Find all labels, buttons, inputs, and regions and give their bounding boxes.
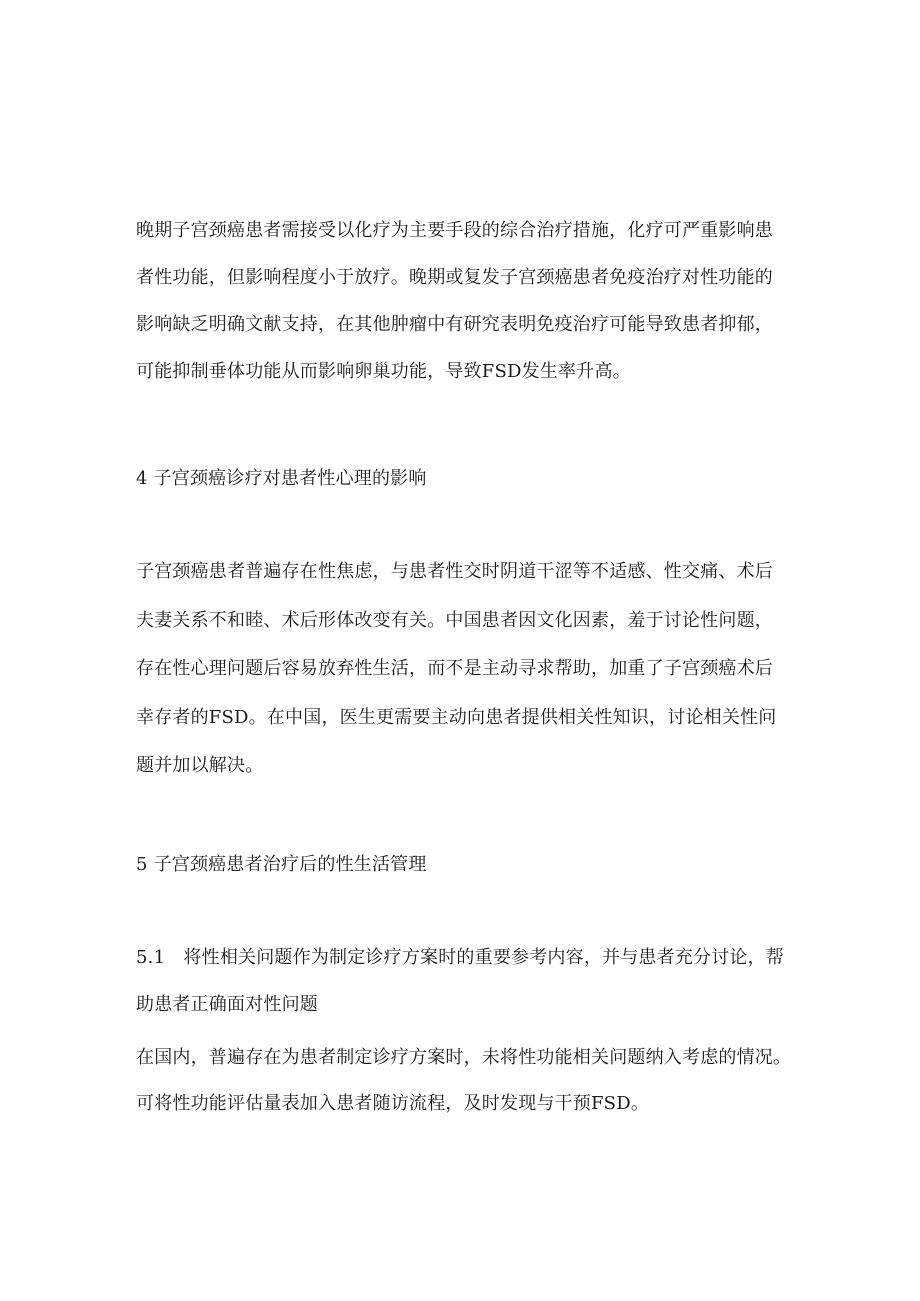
paragraph-line: 可能抑制垂体功能从而影响卵巢功能，导致FSD发生率升高。 bbox=[136, 361, 631, 382]
paragraph-line: 在国内，普遍存在为患者制定诊疗方案时，未将性功能相关问题纳入考虑的情况。 bbox=[136, 1047, 792, 1068]
section-title: 4 子宫颈癌诊疗对患者性心理的影响 bbox=[136, 468, 427, 489]
paragraph-line: 可将性功能评估量表加入患者随访流程，及时发现与干预FSD。 bbox=[136, 1093, 650, 1114]
subsection-title-line: 5.1 将性相关问题作为制定诊疗方案时的重要参考内容，并与患者充分讨论，帮 bbox=[136, 947, 785, 968]
paragraph-line: 夫妻关系不和睦、术后形体改变有关。中国患者因文化因素，羞于讨论性问题， bbox=[136, 609, 773, 631]
paragraph-line: 影响缺乏明确文献支持，在其他肿瘤中有研究表明免疫治疗可能导致患者抑郁， bbox=[136, 314, 773, 335]
section-title: 5 子宫颈癌患者治疗后的性生活管理 bbox=[136, 854, 427, 875]
paragraph-line: 子宫颈癌患者普遍存在性焦虑，与患者性交时阴道干涩等不适感、性交痛、术后 bbox=[136, 561, 773, 582]
section-heading-4 bbox=[136, 467, 806, 491]
paragraph-line: 晚期子宫颈癌患者需接受以化疗为主要手段的综合治疗措施，化疗可严重影响患 bbox=[136, 220, 773, 241]
paragraph-assessment-followup bbox=[136, 1046, 806, 1138]
paragraph-sexual-psychology bbox=[136, 560, 806, 803]
paragraph-line: 题并加以解决。 bbox=[136, 755, 264, 776]
paragraph-line: 幸存者的FSD。在中国，医生更需要主动向患者提供相关性知识，讨论相关性问 bbox=[136, 706, 777, 728]
paragraph-line: 者性功能，但影响程度小于放疗。晚期或复发子宫颈癌患者免疫治疗对性功能的 bbox=[136, 267, 773, 288]
paragraph-chemotherapy-immunotherapy bbox=[136, 219, 806, 407]
subsection-heading-5-1 bbox=[136, 946, 806, 1040]
section-heading-5 bbox=[136, 853, 806, 877]
subsection-title-line: 助患者正确面对性问题 bbox=[136, 994, 318, 1015]
paragraph-line: 存在性心理问题后容易放弃性生活，而不是主动寻求帮助，加重了子宫颈癌术后 bbox=[136, 658, 773, 679]
